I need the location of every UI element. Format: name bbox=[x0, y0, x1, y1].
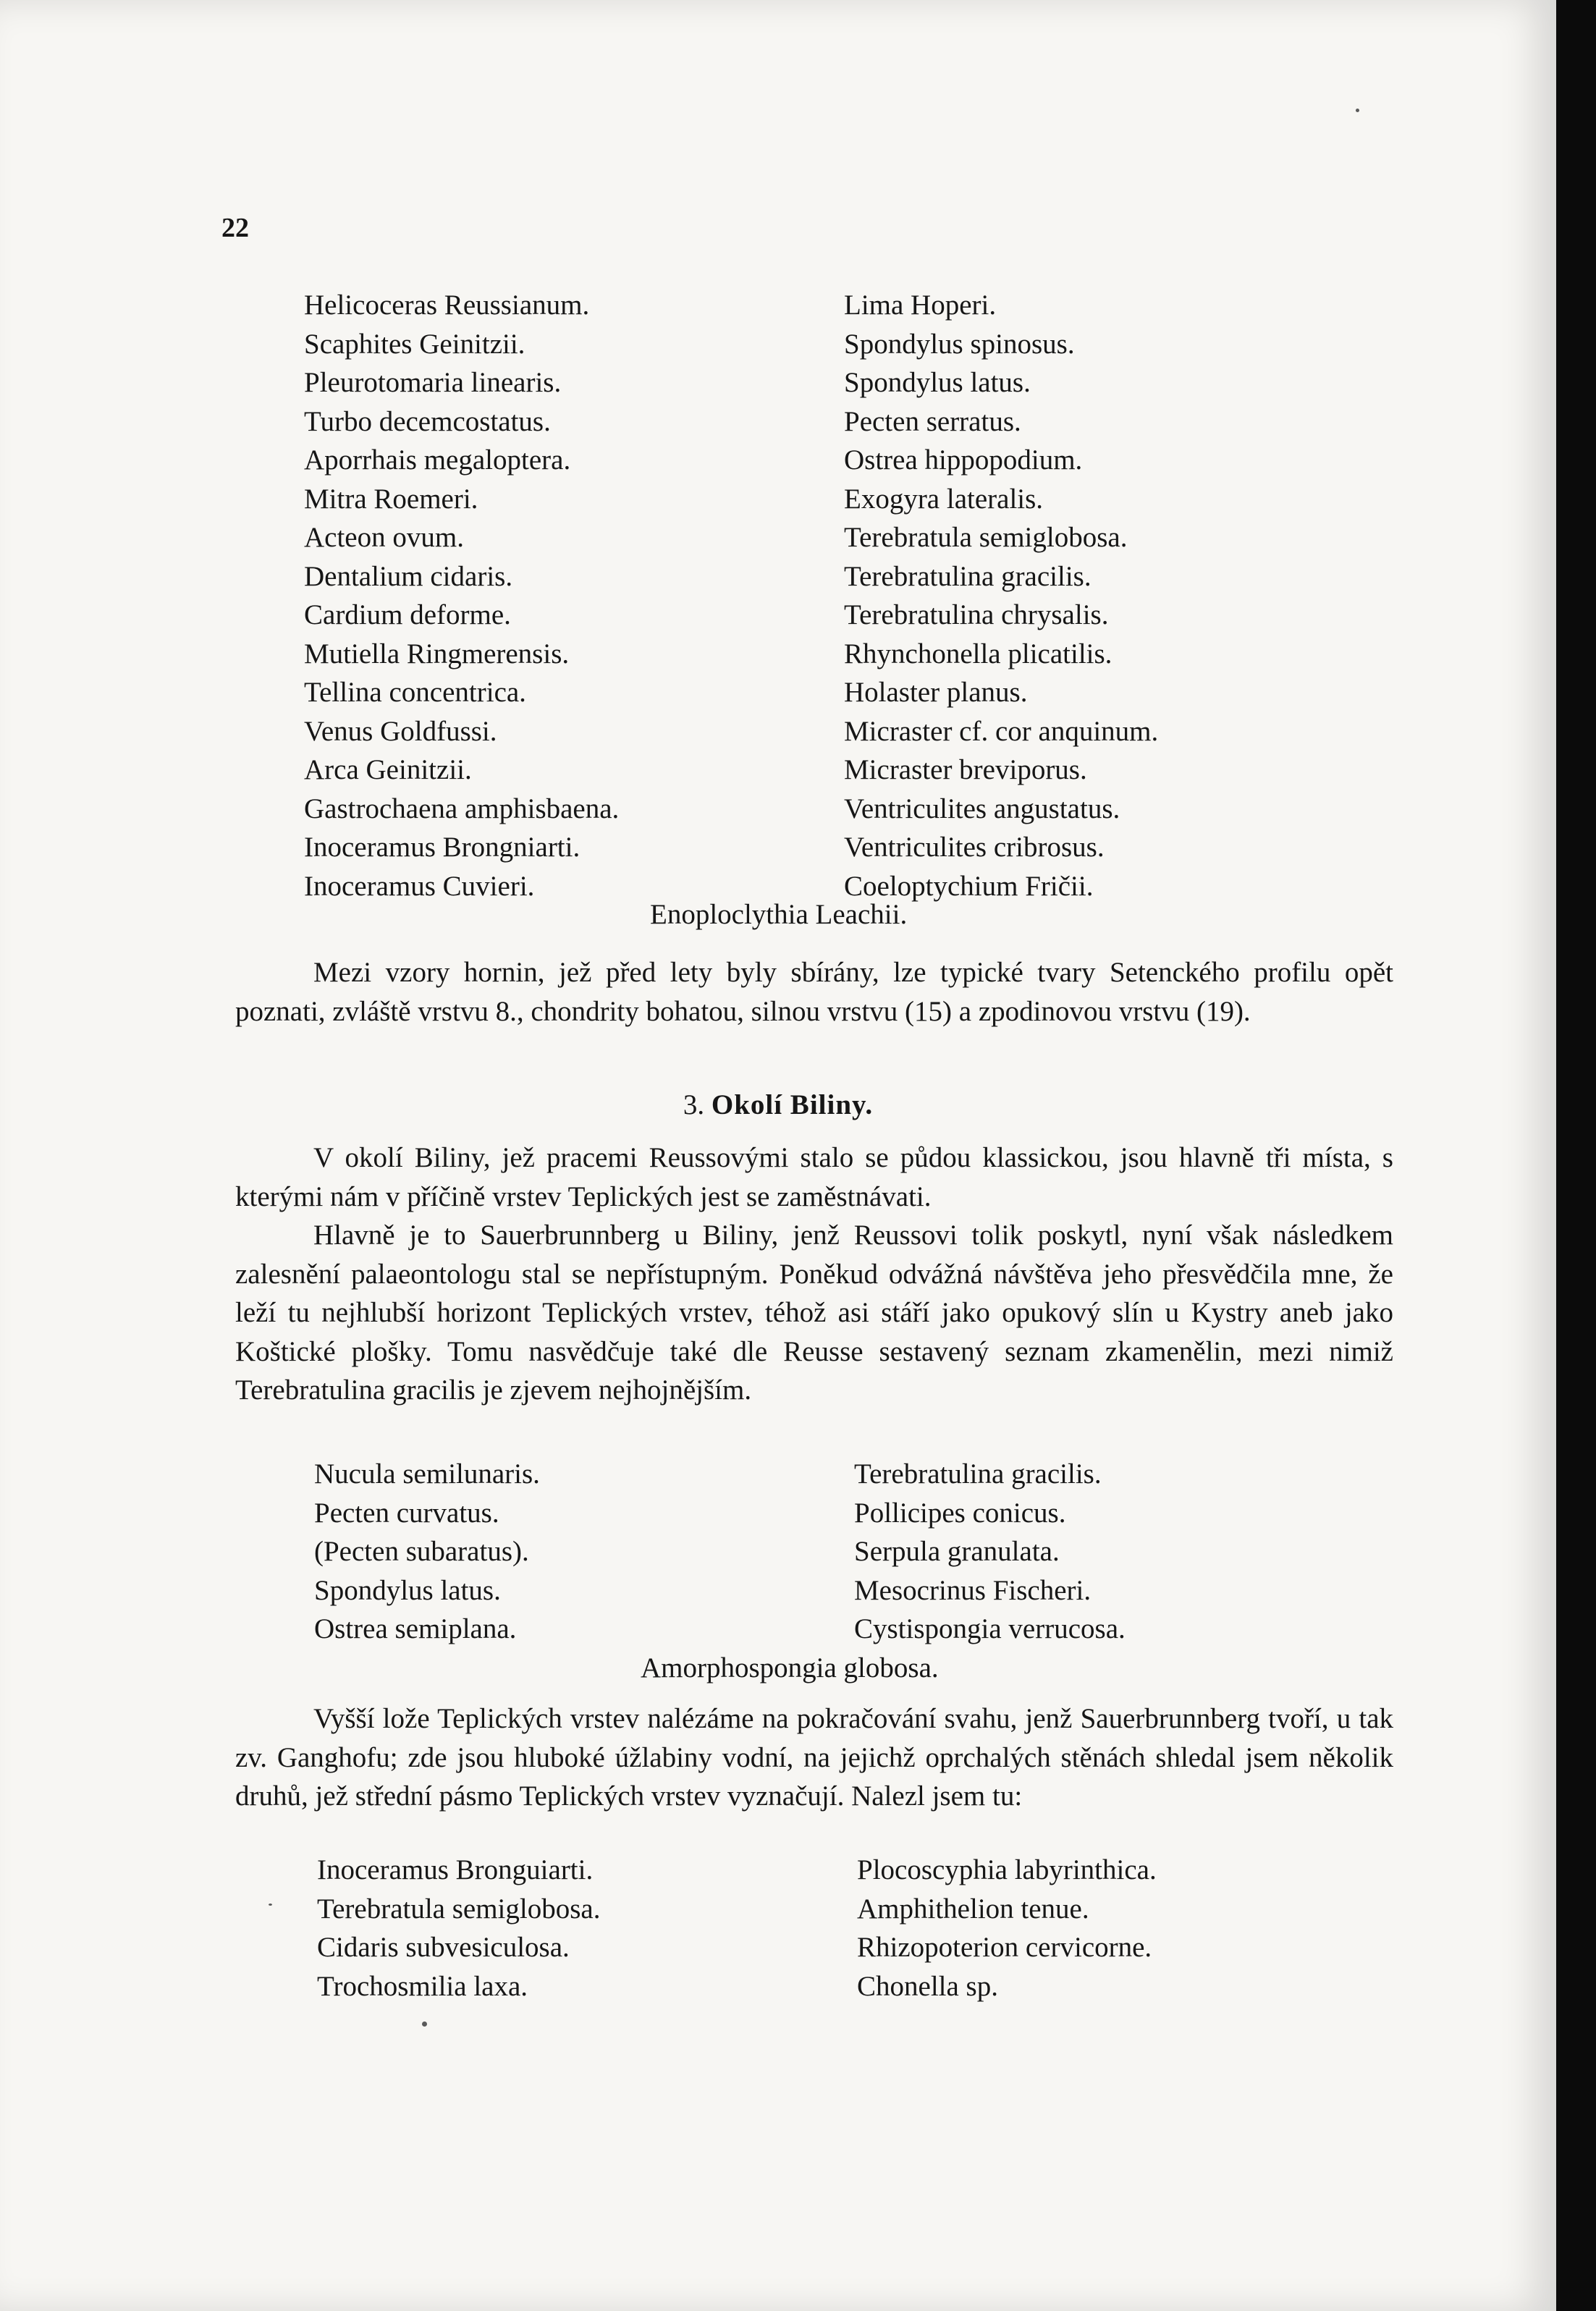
fossil-name: Inoceramus Brongniarti. bbox=[304, 832, 580, 863]
fossil-list-1-left bbox=[304, 286, 619, 905]
fossil-name: Ostrea semiplana. bbox=[314, 1613, 517, 1644]
fossil-name: Terebratulina chrysalis. bbox=[844, 599, 1109, 630]
fossil-name: Terebratula semiglobosa. bbox=[844, 522, 1128, 553]
fossil-name: Inoceramus Cuvieri. bbox=[304, 870, 535, 902]
fossil-name: Turbo decemcostatus. bbox=[304, 405, 551, 437]
fossil-name: Spondylus spinosus. bbox=[844, 328, 1075, 360]
scan-speck bbox=[422, 2021, 427, 2027]
fossil-name: Mesocrinus Fischeri. bbox=[854, 1574, 1092, 1606]
fossil-list-2-center-item: Amorphospongia globosa. bbox=[641, 1652, 939, 1683]
fossil-list-1-right bbox=[844, 286, 1158, 905]
fossil-name: Terebratulina gracilis. bbox=[854, 1458, 1102, 1490]
fossil-name: Micraster breviporus. bbox=[844, 754, 1087, 785]
fossil-name: Spondylus latus. bbox=[844, 367, 1031, 398]
fossil-name: Coeloptychium Fričii. bbox=[844, 870, 1094, 902]
fossil-name: Ventriculites angustatus. bbox=[844, 793, 1120, 824]
fossil-name: Ostrea hippopodium. bbox=[844, 444, 1083, 476]
fossil-name: Scaphites Geinitzii. bbox=[304, 328, 525, 360]
page-number: 22 bbox=[221, 213, 249, 243]
scan-speck bbox=[1356, 109, 1359, 112]
fossil-list-1-center-item: Enoploclythia Leachii. bbox=[650, 899, 908, 930]
fossil-name: Micraster cf. cor anquinum. bbox=[844, 715, 1159, 747]
paragraph-sauerbrunnberg: Hlavně je to Sauerbrunnberg u Biliny, jenž Reussovi tolik poskytl, nyní však následkem zalesnění palaeontologu stal se nepřístupným. Poněkud odvážná návštěva jeho přesvědčila mne, že leží tu nejhlubší horizont Teplických vrstev, téhož asi stáří jako opukový slín u Kystry aneb jako Koštické plošky. Tomu nasvědčuje také dle Reusse sestavený seznam zkamenělin, mezi nimiž Terebratulina gracilis je zjevem nejhojnějším. bbox=[235, 1220, 1393, 1406]
fossil-name: Cystispongia verrucosa. bbox=[854, 1613, 1126, 1644]
fossil-name: Trochosmilia laxa. bbox=[317, 1970, 528, 2002]
fossil-name: Exogyra lateralis. bbox=[844, 483, 1044, 515]
fossil-name: Pecten curvatus. bbox=[314, 1497, 499, 1529]
fossil-name: Pleurotomaria linearis. bbox=[304, 367, 562, 398]
fossil-name: Spondylus latus. bbox=[314, 1574, 501, 1606]
fossil-name: Rhizopoterion cervicorne. bbox=[857, 1932, 1152, 1963]
fossil-name: Cidaris subvesiculosa. bbox=[317, 1932, 570, 1963]
section-number: 3. bbox=[683, 1089, 705, 1120]
fossil-name: Holaster planus. bbox=[844, 677, 1028, 708]
fossil-name: Plocoscyphia labyrinthica. bbox=[857, 1854, 1157, 1885]
fossil-name: Terebratula semiglobosa. bbox=[317, 1893, 601, 1925]
fossil-name: Lima Hoperi. bbox=[844, 290, 997, 321]
fossil-name: Aporrhais megaloptera. bbox=[304, 444, 571, 476]
fossil-name: Tellina concentrica. bbox=[304, 677, 526, 708]
fossil-name: Arca Geinitzii. bbox=[304, 754, 472, 785]
fossil-list-3-right bbox=[857, 1851, 1157, 2006]
fossil-list-3-left bbox=[317, 1851, 600, 2006]
fossil-name: Mitra Roemeri. bbox=[304, 483, 478, 515]
fossil-name: Serpula granulata. bbox=[854, 1536, 1060, 1567]
section-title: Okolí Biliny. bbox=[711, 1089, 874, 1120]
fossil-name: Nucula semilunaris. bbox=[314, 1458, 540, 1490]
paragraph-bilina-intro: V okolí Biliny, jež pracemi Reussovými stalo se půdou klassickou, jsou hlavně tři místa, s kterými nám v příčině vrstev Teplických jest se zaměstnávati. bbox=[235, 1142, 1393, 1212]
fossil-name: Terebratulina gracilis. bbox=[844, 560, 1092, 592]
fossil-name: Chonella sp. bbox=[857, 1970, 998, 2002]
fossil-name: Amphithelion tenue. bbox=[857, 1893, 1089, 1925]
paragraph-ganghof: Vyšší lože Teplických vrstev nalézáme na pokračování svahu, jenž Sauerbrunnberg tvoří, u tak zv. Ganghofu; zde jsou hluboké úžlabiny vodní, na jejichž oprchalých stěnách shledal jsem několik druhů, jež střední pásmo Teplických vrstev vyznačují. Nalezl jsem tu: bbox=[235, 1703, 1393, 1812]
fossil-name: Mutiella Ringmerensis. bbox=[304, 638, 570, 669]
fossil-list-2-right bbox=[854, 1455, 1126, 1649]
fossil-name: Cardium deforme. bbox=[304, 599, 511, 630]
fossil-list-2-left bbox=[314, 1455, 540, 1649]
fossil-name: Gastrochaena amphisbaena. bbox=[304, 793, 620, 824]
fossil-name: Pollicipes conicus. bbox=[854, 1497, 1066, 1529]
fossil-name: (Pecten subaratus). bbox=[314, 1536, 529, 1567]
fossil-name: Acteon ovum. bbox=[304, 522, 464, 553]
fossil-name: Dentalium cidaris. bbox=[304, 560, 513, 592]
fossil-name: Ventriculites cribrosus. bbox=[844, 832, 1105, 863]
paragraph-rock-samples: Mezi vzory hornin, jež před lety byly sbírány, lze typické tvary Setenckého profilu opět poznati, zvláště vrstvu 8., chondrity bohatou, silnou vrstvu (15) a zpodinovou vrstvu (19). bbox=[235, 957, 1393, 1027]
section-heading bbox=[0, 1086, 1556, 1125]
fossil-name: Venus Goldfussi. bbox=[304, 715, 497, 747]
fossil-name: Inoceramus Bronguiarti. bbox=[317, 1854, 594, 1885]
fossil-name: Pecten serratus. bbox=[844, 405, 1021, 437]
fossil-name: Helicoceras Reussianum. bbox=[304, 290, 590, 321]
scan-border bbox=[1556, 0, 1596, 2311]
fossil-name: Rhynchonella plicatilis. bbox=[844, 638, 1112, 669]
scan-speck bbox=[269, 1904, 272, 1906]
